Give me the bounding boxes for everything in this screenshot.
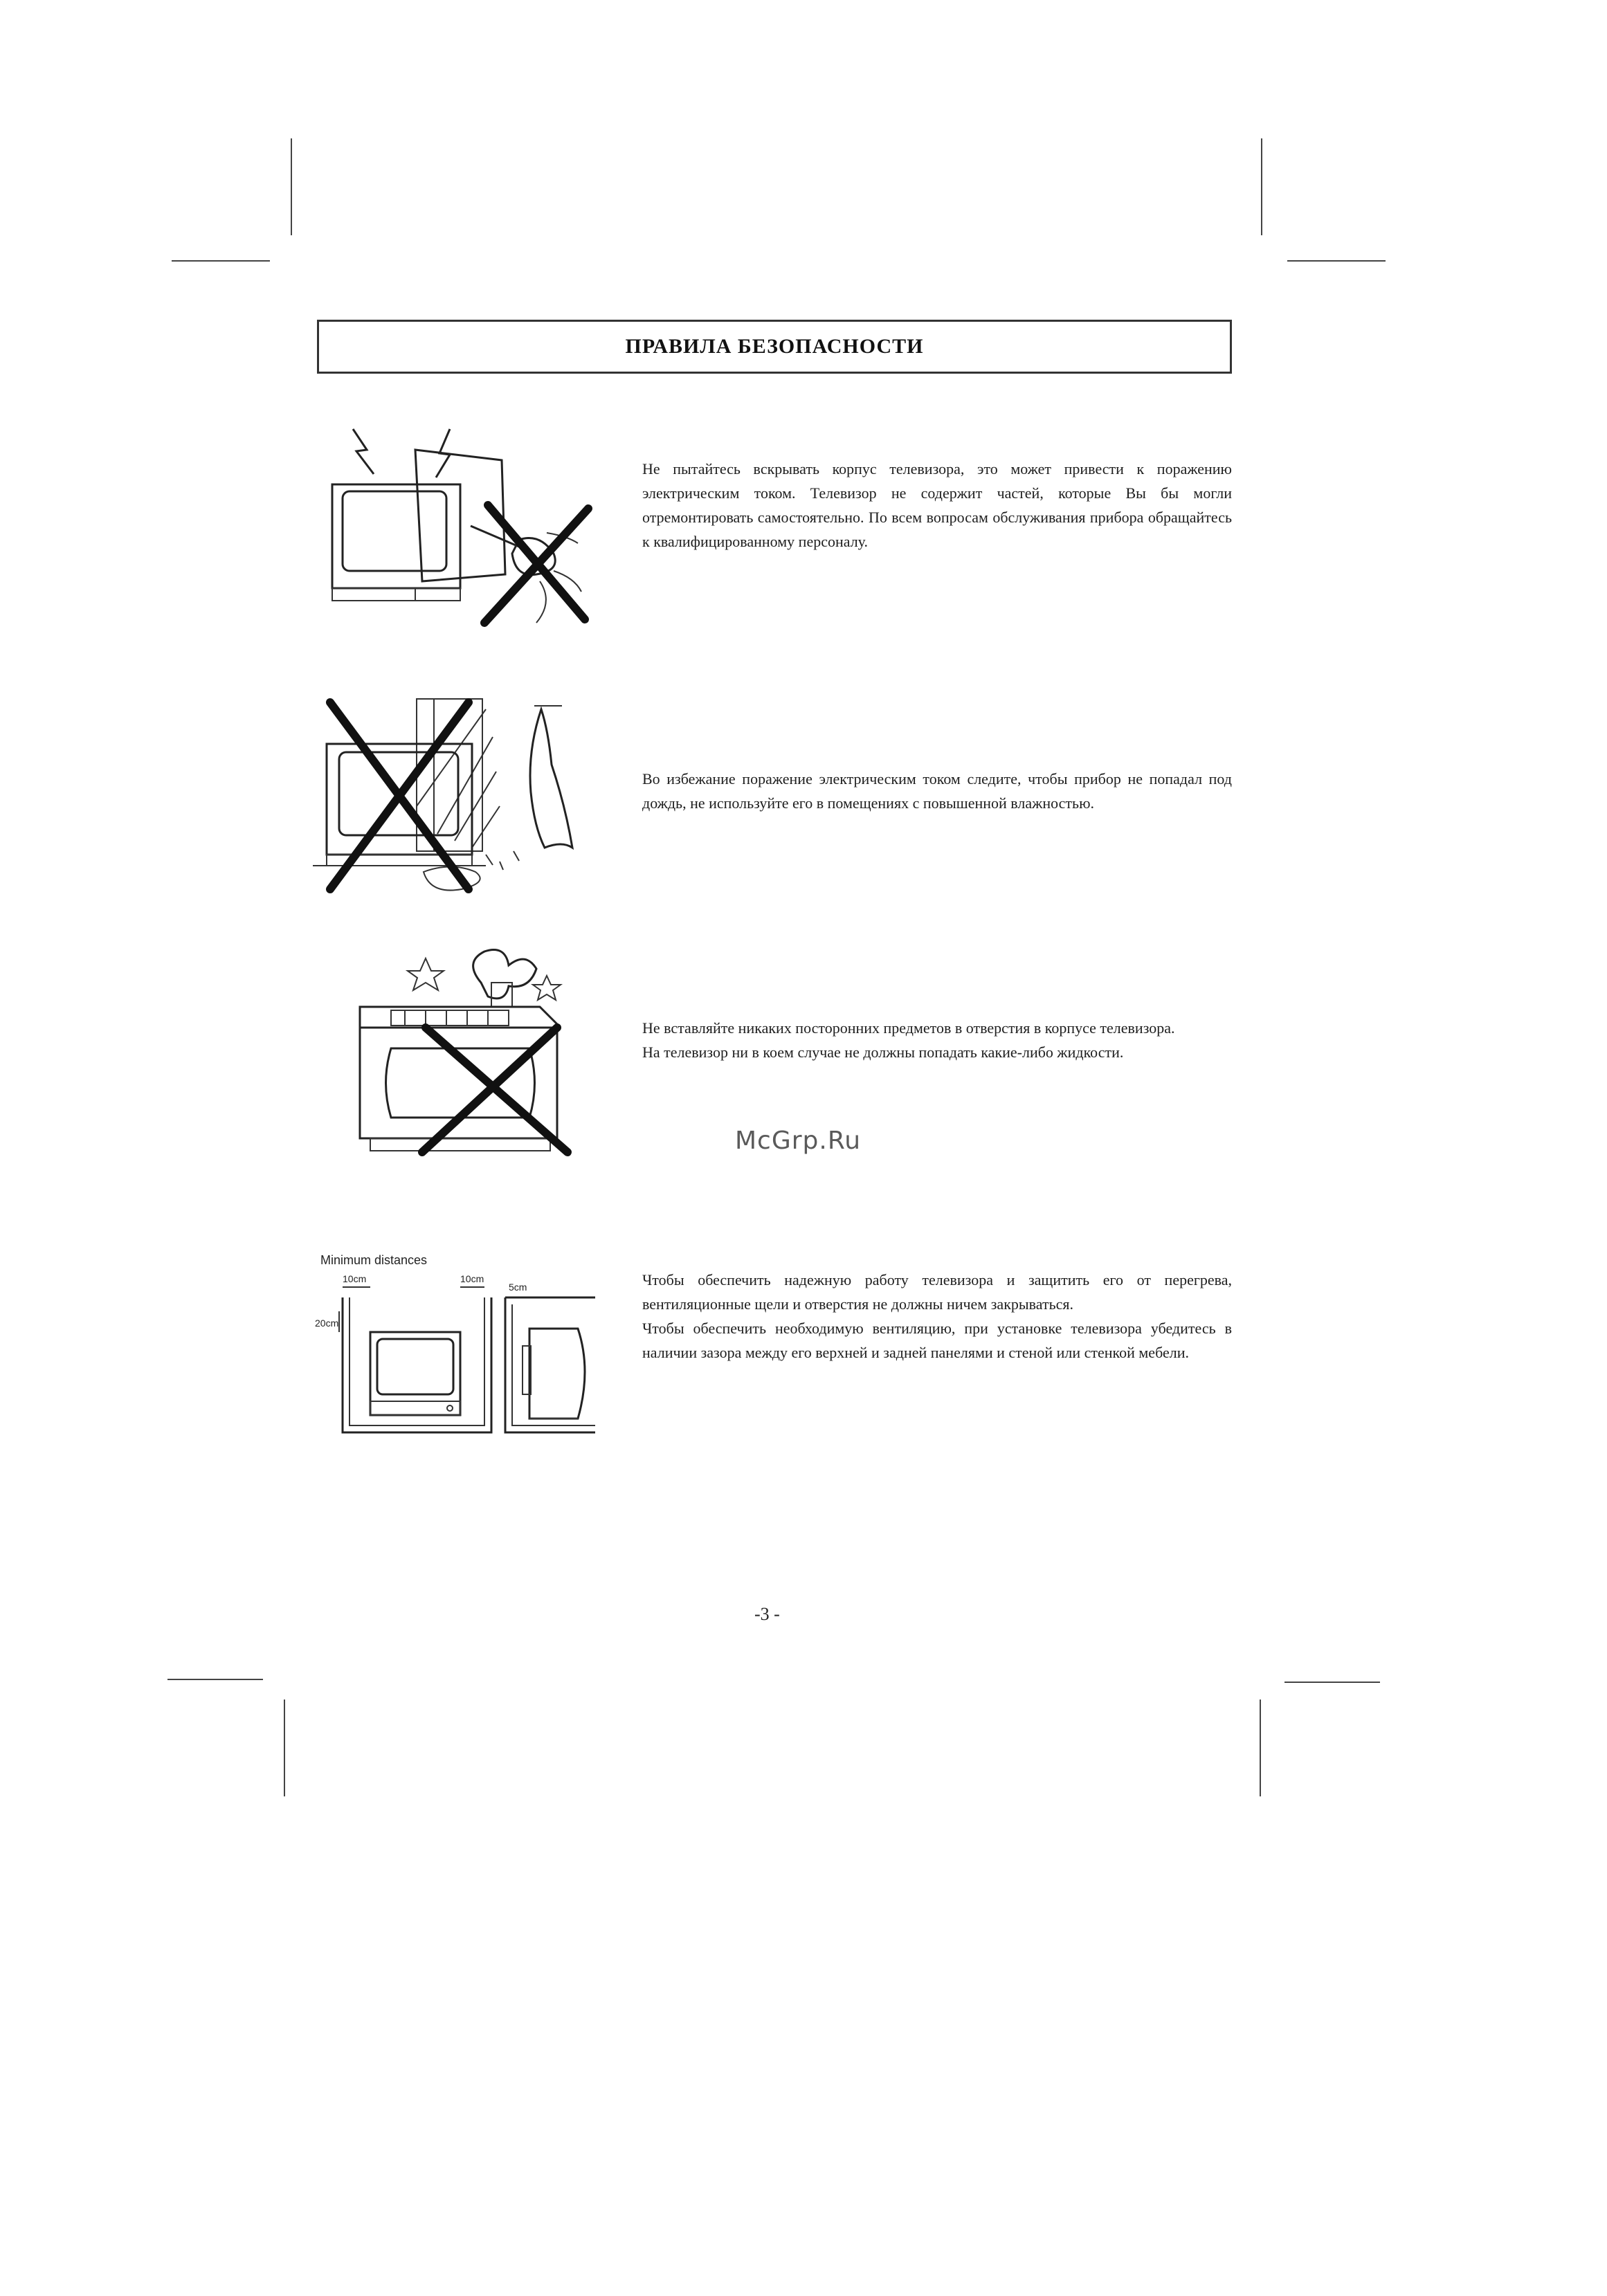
illustration-minimum-distances	[315, 1249, 626, 1443]
crop-mark-top-right-h	[1287, 260, 1386, 262]
paragraph: Не пытайтесь вскрывать корпус телевизора, это может привести к поражению электрическим током. Телевизор не содержит частей, которые Вы бы могли отремонтировать самостоятельно. По всем вопросам обслуживания прибора обращайтесь к квалифицированному персоналу.	[642, 460, 1232, 550]
page-number: -3 -	[754, 1604, 780, 1624]
paragraph: На телевизор ни в коем случае не должны попадать какие-либо жидкости.	[642, 1044, 1124, 1061]
paragraph: Чтобы обеспечить необходимую вентиляцию, при установке телевизора убедитесь в наличии зазора между его верхней и задней панелями и стеной или стенкой мебели.	[642, 1320, 1232, 1361]
title-box	[317, 320, 1232, 374]
back-gap-label: 5cm	[509, 1282, 527, 1293]
crop-mark-bottom-left-h	[167, 1679, 263, 1680]
illustration-no-foreign-objects	[349, 945, 578, 1159]
section-2-text	[642, 767, 1232, 815]
top-gap-label: 20cm	[315, 1318, 339, 1329]
side-gap-left-label: 10cm	[343, 1273, 367, 1284]
crop-mark-bottom-right-v	[1260, 1700, 1261, 1796]
crop-mark-top-right-v	[1261, 138, 1262, 235]
paragraph: Не вставляйте никаких посторонних предметов в отверстия в корпусе телевизора.	[642, 1019, 1175, 1037]
crop-mark-bottom-right-h	[1284, 1682, 1380, 1683]
diagram-caption: Minimum distances	[320, 1253, 428, 1267]
illustration-do-not-open-case	[311, 422, 602, 630]
section-1-text	[642, 457, 1232, 554]
crop-mark-bottom-left-v	[284, 1700, 285, 1796]
side-gap-right-label: 10cm	[460, 1273, 484, 1284]
paragraph: Чтобы обеспечить надежную работу телевизора и защитить его от перегрева, вентиляционные щели и отверстия не должны ничем закрываться.	[642, 1271, 1232, 1313]
paragraph: Во избежание поражение электрическим током следите, чтобы прибор не попадал под дождь, не используйте его в помещениях с повышенной влажностью.	[642, 770, 1232, 812]
section-4-text	[642, 1268, 1232, 1365]
section-3-text	[642, 1016, 1232, 1064]
illustration-no-moisture	[313, 695, 603, 896]
page-title: ПРАВИЛА БЕЗОПАСНОСТИ	[625, 335, 924, 358]
crop-mark-top-left-h	[172, 260, 270, 262]
watermark: McGrp.Ru	[735, 1127, 862, 1155]
crop-mark-top-left-v	[291, 138, 292, 235]
